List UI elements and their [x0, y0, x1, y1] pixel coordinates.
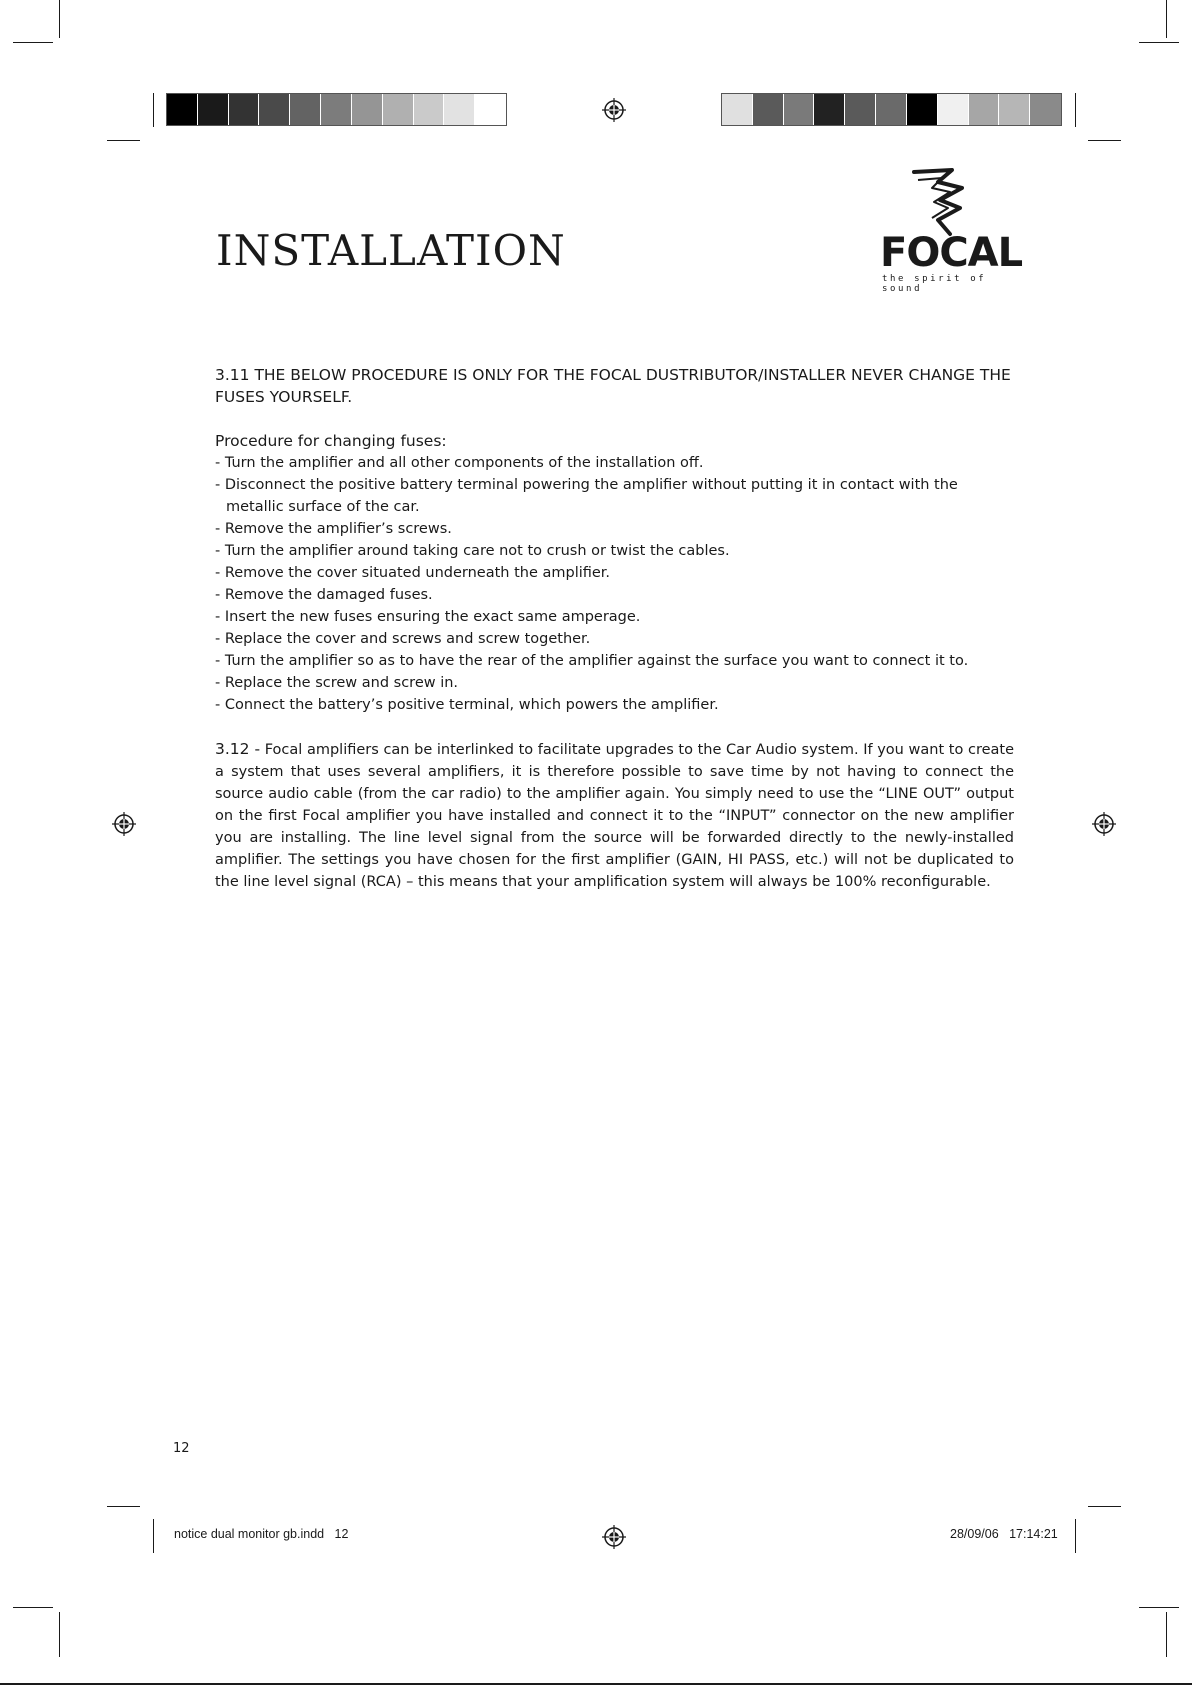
slug-timestamp: 28/09/06 17:14:21	[950, 1527, 1058, 1541]
registration-mark-icon	[1092, 812, 1116, 836]
logo-wordmark: FOCAL	[880, 230, 1023, 276]
registration-mark-icon	[602, 1525, 626, 1549]
list-item: - Insert the new fuses ensuring the exact same amperage.	[215, 609, 641, 625]
crop-mark	[1075, 1519, 1076, 1553]
crop-mark	[13, 1607, 53, 1608]
list-item: - Remove the cover situated underneath the amplifier.	[215, 565, 611, 581]
section-3-12-number: 3.12 -	[215, 740, 261, 758]
page-title: INSTALLATION	[216, 226, 566, 275]
crop-mark	[1075, 93, 1076, 127]
calibration-bar-right	[721, 93, 1062, 126]
crop-mark	[153, 1519, 154, 1553]
crop-mark	[107, 1506, 140, 1507]
calibration-swatch	[229, 94, 260, 125]
main-content	[215, 364, 1014, 893]
calibration-swatch	[845, 94, 876, 125]
crop-mark	[1088, 1506, 1121, 1507]
list-item: - Turn the amplifier and all other components of the installation off.	[215, 455, 704, 471]
calibration-swatch	[784, 94, 815, 125]
list-item: - Replace the cover and screws and screw together.	[215, 631, 591, 647]
crop-mark	[1166, 1612, 1167, 1657]
calibration-swatch	[876, 94, 907, 125]
procedure-subheading: Procedure for changing fuses:	[215, 432, 447, 450]
crop-mark	[1088, 140, 1121, 141]
calibration-swatch	[814, 94, 845, 125]
calibration-swatch	[352, 94, 383, 125]
list-item: - Turn the amplifier so as to have the rear of the amplifier against the surface you want to connect it to.	[215, 653, 969, 669]
calibration-swatch	[444, 94, 475, 125]
calibration-swatch	[198, 94, 229, 125]
list-item: - Disconnect the positive battery terminal powering the amplifier without putting it in contact with the metallic surface of the car.	[215, 477, 958, 515]
section-3-11-heading: 3.11 THE BELOW PROCEDURE IS ONLY FOR THE FOCAL DUSTRIBUTOR/INSTALLER NEVER CHANGE THE FUSES YOURSELF.	[215, 366, 1011, 406]
crop-mark	[1139, 42, 1179, 43]
calibration-swatch	[722, 94, 753, 125]
crop-mark	[59, 0, 60, 38]
calibration-swatch	[167, 94, 198, 125]
section-3-12-text: Focal amplifiers can be interlinked to facilitate upgrades to the Car Audio system. If you want to create a system that uses several amplifiers, it is therefore possible to save time by not having to connect the source audio cable (from the car radio) to the amplifier again. You simply need to use the “LINE OUT” output on the first Focal amplifier you have installed and connect it to the “INPUT” connector on the new amplifier you are installing. The line level signal from the source will be forwarded directly to the newly-installed amplifier. The settings you have chosen for the first amplifier (GAIN, HI PASS, etc.) will not be duplicated to the line level signal (RCA) – this means that your amplification system will always be 100% reconfigurable.	[215, 742, 1014, 890]
focal-logo	[880, 168, 1023, 294]
slug-filename: notice dual monitor gb.indd 12	[174, 1527, 349, 1541]
calibration-swatch	[938, 94, 969, 125]
list-item: - Replace the screw and screw in.	[215, 675, 459, 691]
calibration-swatch	[321, 94, 352, 125]
crop-mark	[59, 1612, 60, 1657]
calibration-swatch	[753, 94, 784, 125]
crop-mark	[107, 140, 140, 141]
crop-mark	[13, 42, 53, 43]
crop-mark	[1139, 1607, 1179, 1608]
calibration-swatch	[475, 94, 506, 125]
registration-mark-icon	[112, 812, 136, 836]
calibration-swatch	[999, 94, 1030, 125]
list-item: - Remove the damaged fuses.	[215, 587, 433, 603]
crop-mark	[1166, 0, 1167, 38]
logo-tagline: the spirit of sound	[882, 274, 987, 294]
crop-mark	[153, 93, 154, 127]
calibration-bar-left	[166, 93, 507, 126]
procedure-steps-list	[215, 452, 1014, 716]
calibration-swatch	[1030, 94, 1061, 125]
focal-swirl-icon	[880, 168, 1015, 238]
list-item: - Connect the battery’s positive terminal, which powers the amplifier.	[215, 697, 719, 713]
list-item: - Remove the amplifier’s screws.	[215, 521, 452, 537]
calibration-swatch	[969, 94, 1000, 125]
list-item: - Turn the amplifier around taking care not to crush or twist the cables.	[215, 543, 730, 559]
calibration-swatch	[290, 94, 321, 125]
section-3-12-paragraph	[215, 738, 1014, 893]
registration-mark-icon	[602, 98, 626, 122]
calibration-swatch	[259, 94, 290, 125]
page-number: 12	[173, 1441, 190, 1456]
calibration-swatch	[907, 94, 938, 125]
calibration-swatch	[383, 94, 414, 125]
calibration-swatch	[414, 94, 445, 125]
